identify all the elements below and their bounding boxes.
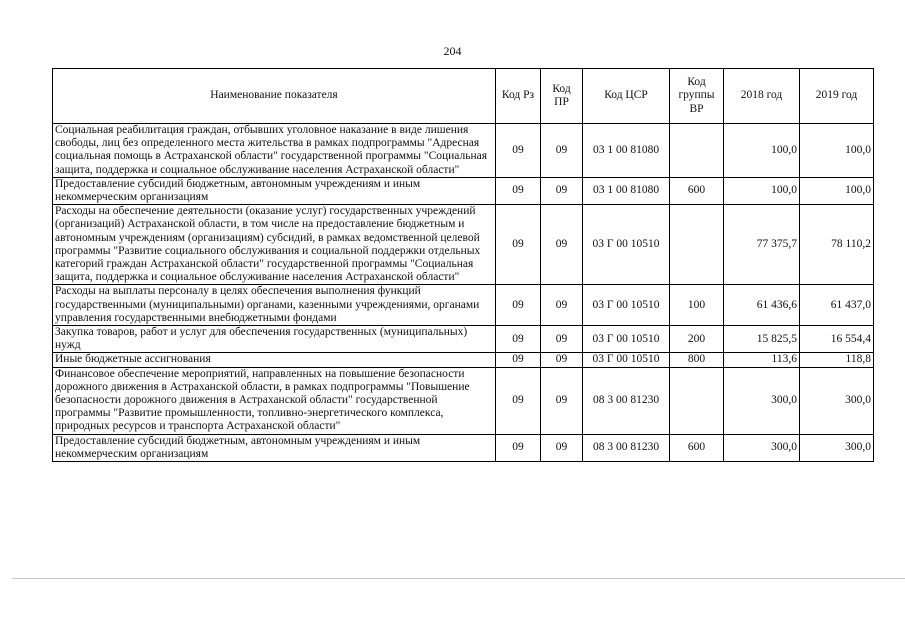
row-name: Предоставление субсидий бюджетным, автономным учреждениям и иным некоммерческим организациям [53, 434, 496, 461]
column-header-pr: Код ПР [541, 69, 583, 124]
row-pr: 09 [541, 124, 583, 178]
column-header-rz: Код Рз [496, 69, 541, 124]
row-2019: 16 554,4 [800, 326, 874, 353]
row-vr: 100 [670, 285, 724, 326]
row-2019: 61 437,0 [800, 285, 874, 326]
table-row [53, 434, 874, 461]
row-rz: 09 [496, 367, 541, 434]
row-name: Иные бюджетные ассигнования [53, 353, 496, 367]
column-header-2019: 2019 год [800, 69, 874, 124]
row-rz: 09 [496, 285, 541, 326]
row-name: Расходы на выплаты персоналу в целях обеспечения выполнения функций государственными (муниципальными) органами, казенными учреждениями, органами управления государственными внебюджетными фондами [53, 285, 496, 326]
column-header-name: Наименование показателя [53, 69, 496, 124]
row-2019: 100,0 [800, 177, 874, 204]
row-2018: 61 436,6 [724, 285, 800, 326]
row-pr: 09 [541, 205, 583, 285]
row-vr [670, 367, 724, 434]
column-header-2018: 2018 год [724, 69, 800, 124]
row-vr [670, 205, 724, 285]
table-row [53, 326, 874, 353]
row-name: Социальная реабилитация граждан, отбывших уголовное наказание в виде лишения свободы, лиц без определенного места жительства в рамках подпрограммы "Адресная социальная помощь в Астраханской области" государственной программы "Социальная защита, поддержка и социальное обслуживание населения Астраханской области" [53, 124, 496, 178]
budget-table [52, 68, 874, 462]
row-2019: 100,0 [800, 124, 874, 178]
row-pr: 09 [541, 177, 583, 204]
table-row [53, 124, 874, 178]
row-rz: 09 [496, 326, 541, 353]
row-vr [670, 124, 724, 178]
table-row [53, 353, 874, 367]
table-row [53, 285, 874, 326]
row-2018: 113,6 [724, 353, 800, 367]
row-2018: 100,0 [724, 124, 800, 178]
row-2018: 15 825,5 [724, 326, 800, 353]
row-rz: 09 [496, 205, 541, 285]
row-pr: 09 [541, 434, 583, 461]
row-rz: 09 [496, 177, 541, 204]
row-vr: 200 [670, 326, 724, 353]
row-name: Закупка товаров, работ и услуг для обеспечения государственных (муниципальных) нужд [53, 326, 496, 353]
row-rz: 09 [496, 353, 541, 367]
row-2018: 77 375,7 [724, 205, 800, 285]
table-header-row [53, 69, 874, 124]
row-csr: 03 Г 00 10510 [583, 285, 670, 326]
row-csr: 03 Г 00 10510 [583, 205, 670, 285]
row-name: Предоставление субсидий бюджетным, автономным учреждениям и иным некоммерческим организациям [53, 177, 496, 204]
table-row [53, 367, 874, 434]
row-2019: 78 110,2 [800, 205, 874, 285]
row-csr: 03 Г 00 10510 [583, 353, 670, 367]
row-name: Расходы на обеспечение деятельности (оказание услуг) государственных учреждений (организаций) Астраханской области, в том числе на предоставление бюджетным и автономным учреждениям (организациям) субсидий, в рамках ведомственной целевой программы "Развитие социального обслуживания и социальной поддержки отдельных категорий граждан Астраханской области" государственной программы "Социальная защита, поддержка и социальное обслуживание населения Астраханской области" [53, 205, 496, 285]
row-rz: 09 [496, 124, 541, 178]
row-2018: 300,0 [724, 367, 800, 434]
row-2018: 300,0 [724, 434, 800, 461]
row-csr: 03 1 00 81080 [583, 177, 670, 204]
page-number: 204 [443, 44, 462, 58]
column-header-csr: Код ЦСР [583, 69, 670, 124]
row-pr: 09 [541, 326, 583, 353]
row-csr: 03 1 00 81080 [583, 124, 670, 178]
table-row [53, 205, 874, 285]
row-vr: 800 [670, 353, 724, 367]
page-bottom-divider [12, 578, 905, 579]
row-csr: 08 3 00 81230 [583, 367, 670, 434]
row-name: Финансовое обеспечение мероприятий, направленных на повышение безопасности дорожного движения в Астраханской области, в рамках подпрограммы "Повышение безопасности дорожного движения в Астраханской области" государственной программы "Развитие промышленности, топливно-энергетического комплекса, природных ресурсов и транспорта Астраханской области" [53, 367, 496, 434]
row-2019: 300,0 [800, 434, 874, 461]
row-pr: 09 [541, 285, 583, 326]
row-pr: 09 [541, 353, 583, 367]
table-row [53, 177, 874, 204]
row-2019: 118,8 [800, 353, 874, 367]
row-rz: 09 [496, 434, 541, 461]
row-csr: 03 Г 00 10510 [583, 326, 670, 353]
row-csr: 08 3 00 81230 [583, 434, 670, 461]
row-2019: 300,0 [800, 367, 874, 434]
row-vr: 600 [670, 177, 724, 204]
column-header-vr: Код группы ВР [670, 69, 724, 124]
row-2018: 100,0 [724, 177, 800, 204]
row-vr: 600 [670, 434, 724, 461]
row-pr: 09 [541, 367, 583, 434]
